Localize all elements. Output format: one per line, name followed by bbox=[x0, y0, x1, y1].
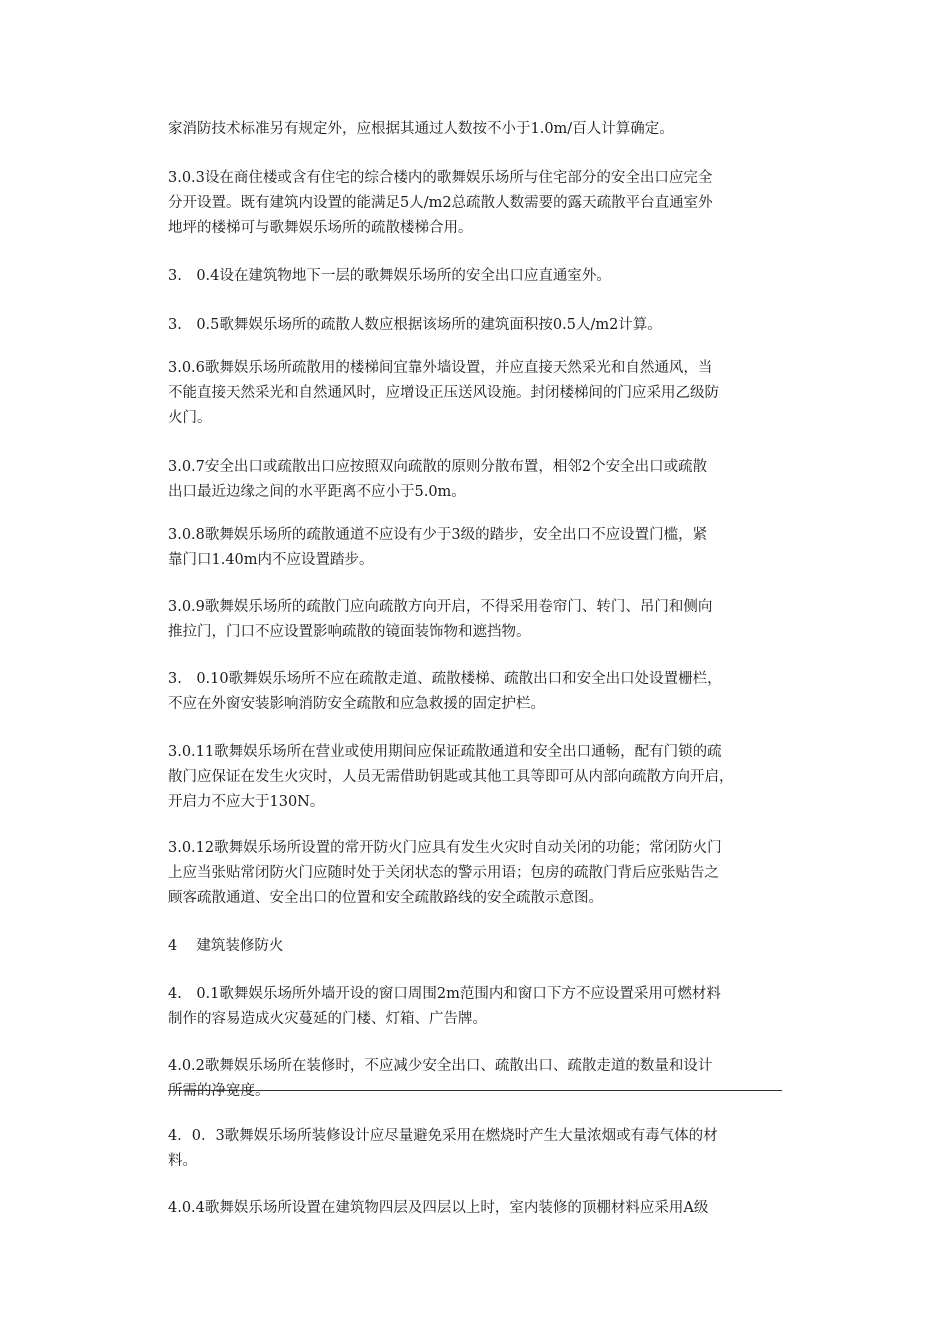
text-line: 3.0.9歌舞娱乐场所的疏散门应向疏散方向开启，不得采用卷帘门、转门、吊门和侧向 bbox=[168, 599, 713, 615]
clause-3-0-11 bbox=[168, 740, 782, 815]
clause-3-0-5 bbox=[168, 313, 782, 338]
text-line: 散门应保证在发生火灾时，人员无需借助钥匙或其他工具等即可从内部向疏散方向开启， bbox=[168, 769, 734, 785]
text-line: 3.0.6歌舞娱乐场所疏散用的楼梯间宜靠外墙设置，并应直接天然采光和自然通风，当 bbox=[168, 360, 713, 376]
text-line: 火门。 bbox=[168, 410, 212, 426]
clause-3-0-3 bbox=[168, 166, 782, 241]
clause-3-0-6 bbox=[168, 356, 782, 431]
paragraph-continuation bbox=[168, 117, 782, 142]
text-line: 制作的容易造成火灾蔓延的门楼、灯箱、广告牌。 bbox=[168, 1011, 487, 1027]
text-line: 3.0.3设在商住楼或含有住宅的综合楼内的歌舞娱乐场所与住宅部分的安全出口应完全 bbox=[168, 170, 713, 186]
text-line: 4. 0.1歌舞娱乐场所外墙开设的窗口周围2m范围内和窗口下方不应设置采用可燃材料 bbox=[168, 986, 721, 1002]
text-line: 4.0.4歌舞娱乐场所设置在建筑物四层及四层以上时，室内装修的顶棚材料应采用A级 bbox=[168, 1200, 709, 1216]
clause-4-0-3 bbox=[168, 1124, 782, 1174]
text-line: 所需的净宽度。 bbox=[168, 1083, 270, 1099]
text-line: 出口最近边缘之间的水平距离不应小于5.0m。 bbox=[168, 484, 466, 500]
clause-3-0-7 bbox=[168, 455, 782, 505]
text-line: 3.0.7安全出口或疏散出口应按照双向疏散的原则分散布置，相邻2个安全出口或疏散 bbox=[168, 459, 708, 475]
text-line: 4．0．3歌舞娱乐场所装修设计应尽量避免采用在燃烧时产生大量浓烟或有毒气体的材 bbox=[168, 1128, 718, 1144]
text-line: 分开设置。既有建筑内设置的能满足5人/m2总疏散人数需要的露天疏散平台直通室外 bbox=[168, 195, 713, 211]
clause-3-0-8 bbox=[168, 523, 782, 573]
text-line: 上应当张贴常闭防火门应随时处于关闭状态的警示用语；包房的疏散门背后应张贴告之 bbox=[168, 865, 719, 881]
horizontal-rule bbox=[168, 1090, 782, 1091]
text-line: 家消防技术标准另有规定外，应根据其通过人数按不小于1.0m/百人计算确定。 bbox=[168, 121, 674, 137]
clause-4-0-2 bbox=[168, 1054, 782, 1104]
clause-3-0-9 bbox=[168, 595, 782, 645]
text-line: 地坪的楼梯可与歌舞娱乐场所的疏散楼梯合用。 bbox=[168, 220, 473, 236]
text-line: 料。 bbox=[168, 1153, 197, 1169]
text-line: 4.0.2歌舞娱乐场所在装修时，不应减少安全出口、疏散出口、疏散走道的数量和设计 bbox=[168, 1058, 713, 1074]
text-line: 不应在外窗安装影响消防安全疏散和应急救援的固定护栏。 bbox=[168, 696, 545, 712]
clause-3-0-4 bbox=[168, 264, 782, 289]
text-line: 3.0.8歌舞娱乐场所的疏散通道不应设有少于3级的踏步，安全出口不应设置门槛，紧 bbox=[168, 527, 708, 543]
text-line: 3. 0.4设在建筑物地下一层的歌舞娱乐场所的安全出口应直通室外。 bbox=[168, 268, 611, 284]
clause-3-0-12 bbox=[168, 836, 782, 911]
text-line: 3.0.12歌舞娱乐场所设置的常开防火门应具有发生火灾时自动关闭的功能；常闭防火门 bbox=[168, 840, 722, 856]
clause-4-0-4 bbox=[168, 1196, 782, 1221]
clause-4-0-1 bbox=[168, 982, 782, 1032]
clause-3-0-10 bbox=[168, 667, 782, 717]
text-line: 开启力不应大于130N。 bbox=[168, 794, 325, 810]
text-line: 靠门口1.40m内不应设置踏步。 bbox=[168, 552, 374, 568]
text-line: 推拉门，门口不应设置影响疏散的镜面装饰物和遮挡物。 bbox=[168, 624, 531, 640]
section-heading-4 bbox=[168, 934, 782, 959]
text-line: 不能直接天然采光和自然通风时，应增设正压送风设施。封闭楼梯间的门应采用乙级防 bbox=[168, 385, 719, 401]
text-line: 3. 0.5歌舞娱乐场所的疏散人数应根据该场所的建筑面积按0.5人/m2计算。 bbox=[168, 317, 662, 333]
text-line: 3.0.11歌舞娱乐场所在营业或使用期间应保证疏散通道和安全出口通畅，配有门锁的疏 bbox=[168, 744, 722, 760]
section-title: 4 建筑装修防火 bbox=[168, 938, 284, 954]
text-line: 3. 0.10歌舞娱乐场所不应在疏散走道、疏散楼梯、疏散出口和安全出口处设置栅栏， bbox=[168, 671, 722, 687]
text-line: 顾客疏散通道、安全出口的位置和安全疏散路线的安全疏散示意图。 bbox=[168, 890, 603, 906]
